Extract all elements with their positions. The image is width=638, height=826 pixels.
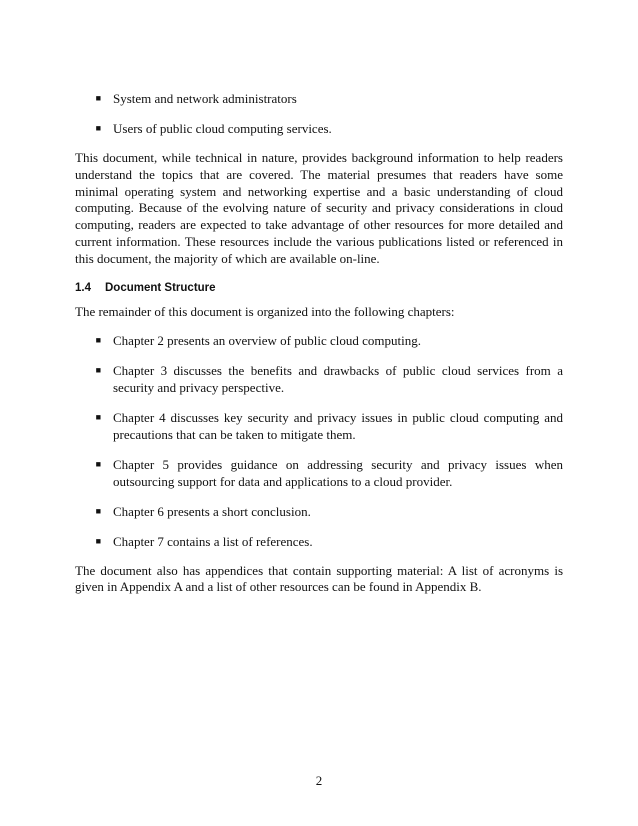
list-item xyxy=(75,456,563,490)
body-paragraph: This document, while technical in nature, provides background information to help readers understand the topics that are covered. The material presumes that readers have some minimal operating system and networking expertise and a basic understanding of cloud computing. Because of the evolving nature of security and privacy considerations in cloud computing, readers are expected to take advantage of other resources for more detailed and current information. These resources include the various publications listed or referenced in this document, the majority of which are available on-line. xyxy=(75,150,563,266)
list-item xyxy=(75,409,563,443)
list-item-text: Chapter 2 presents an overview of public cloud computing. xyxy=(113,332,421,348)
bullet-square-icon: ■ xyxy=(95,93,101,103)
bullet-square-icon: ■ xyxy=(95,364,101,375)
bullet-square-icon: ■ xyxy=(95,334,101,345)
page-number: 2 xyxy=(315,773,323,788)
bullet-square-icon: ■ xyxy=(95,535,101,546)
page-content xyxy=(75,90,563,608)
closing-paragraph: The document also has appendices that contain supporting material: A list of acronyms is given in Appendix A and a list of other resources can be found in Appendix B. xyxy=(75,562,563,595)
list-item xyxy=(75,90,563,107)
audience-list xyxy=(75,90,563,137)
list-item xyxy=(75,120,563,137)
chapter-list xyxy=(75,332,563,550)
bullet-square-icon: ■ xyxy=(95,411,101,422)
bullet-square-icon: ■ xyxy=(95,458,101,469)
list-item-text: Chapter 5 provides guidance on addressing security and privacy issues when outsourcing support for data and applications to a cloud provider. xyxy=(113,456,563,489)
list-item xyxy=(75,332,563,349)
list-item-text: Chapter 4 discusses key security and privacy issues in public cloud computing and precautions that can be taken to mitigate them. xyxy=(113,409,563,442)
list-item xyxy=(75,503,563,520)
list-item-text: Chapter 7 contains a list of references. xyxy=(113,533,313,549)
list-item-text: Users of public cloud computing services. xyxy=(113,121,332,136)
bullet-square-icon: ■ xyxy=(95,505,101,516)
list-item-text: Chapter 6 presents a short conclusion. xyxy=(113,503,311,519)
bullet-square-icon: ■ xyxy=(95,123,101,133)
list-item-text: System and network administrators xyxy=(113,91,297,106)
section-title: Document Structure xyxy=(105,281,216,294)
section-heading xyxy=(75,282,563,294)
list-item xyxy=(75,362,563,396)
list-item xyxy=(75,533,563,550)
section-number: 1.4 xyxy=(75,281,91,294)
list-item-text: Chapter 3 discusses the benefits and drawbacks of public cloud services from a security and privacy perspective. xyxy=(113,362,563,395)
section-intro: The remainder of this document is organized into the following chapters: xyxy=(75,303,455,319)
